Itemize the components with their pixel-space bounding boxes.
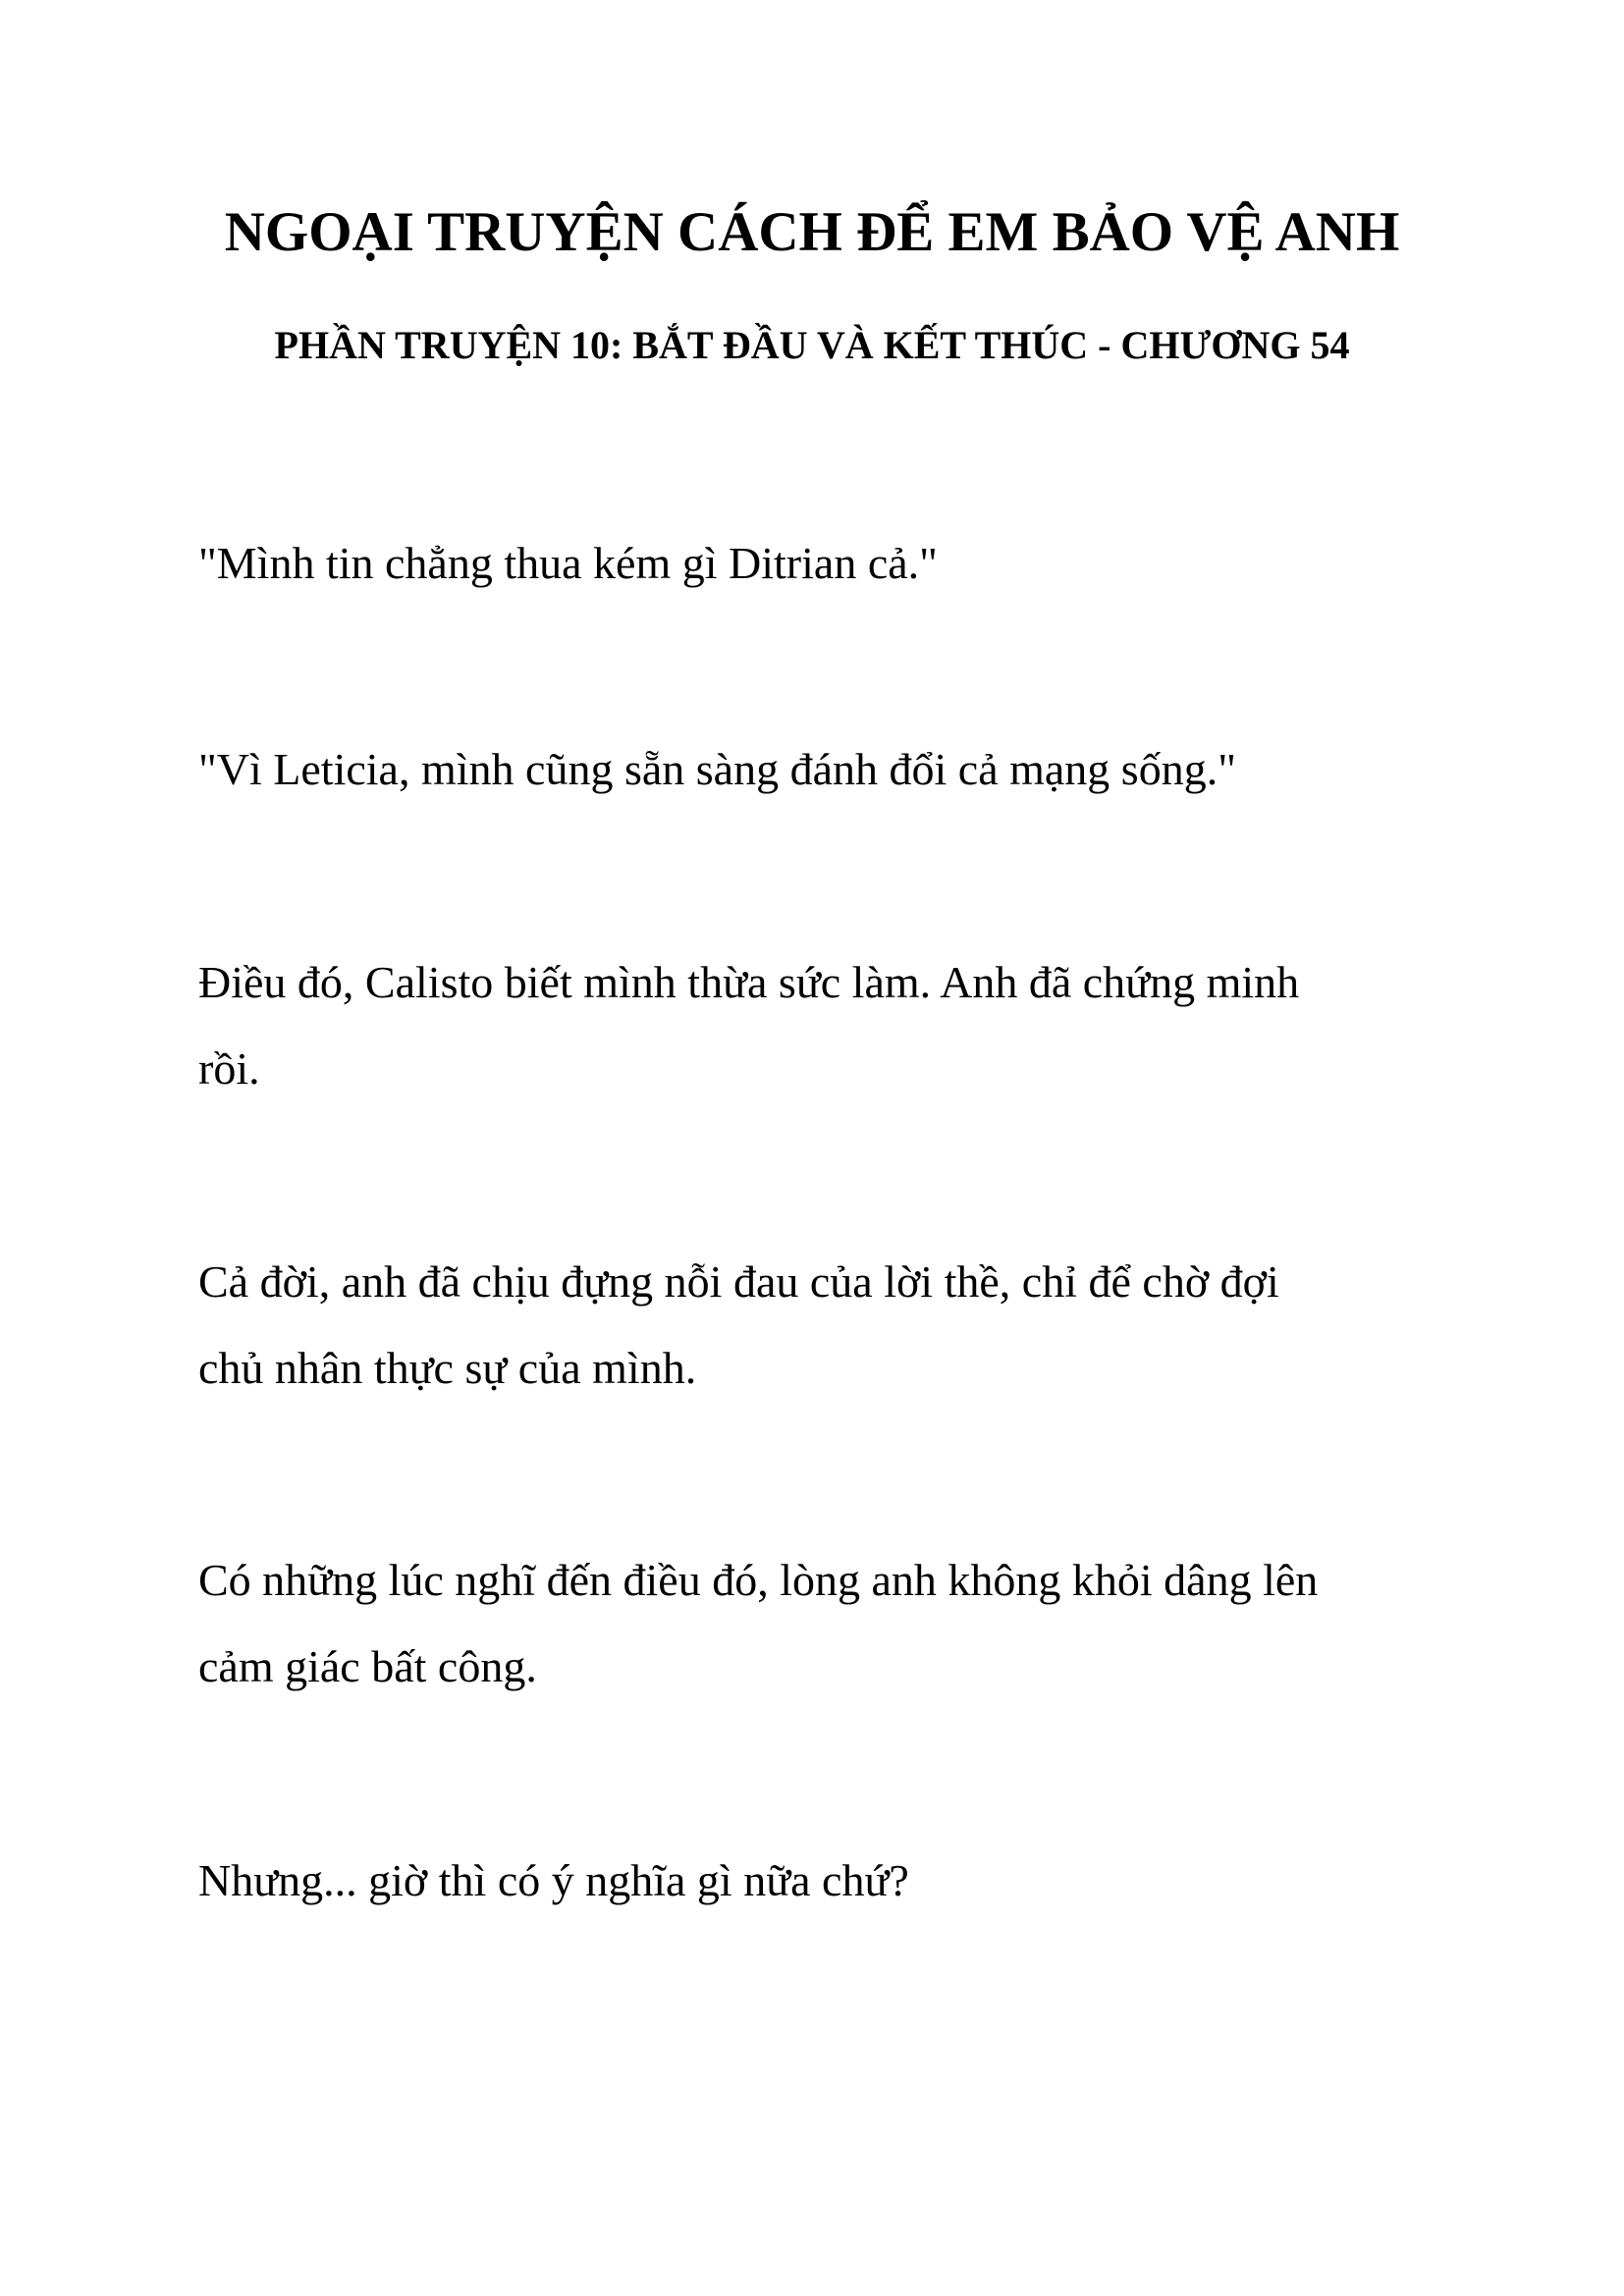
paragraph-line: cảm giác bất công. bbox=[198, 1641, 537, 1691]
document-title: NGOẠI TRUYỆN CÁCH ĐỂ EM BẢO VỆ ANH bbox=[224, 201, 1400, 263]
paragraph-line: Nhưng... giờ thì có ý nghĩa gì nữa chứ? bbox=[198, 1855, 909, 1905]
paragraph-2 bbox=[198, 726, 1475, 813]
paragraph-6 bbox=[198, 1838, 1475, 1924]
paragraph-3 bbox=[198, 939, 1475, 1112]
paragraph-line: Điều đó, Calisto biết mình thừa sức làm. Anh đã chứng minh bbox=[198, 957, 1300, 1007]
paragraph-line: Cả đời, anh đã chịu đựng nỗi đau của lời thề, chỉ để chờ đợi bbox=[198, 1256, 1279, 1307]
paragraph-line: "Mình tin chẳng thua kém gì Ditrian cả." bbox=[198, 538, 938, 588]
paragraph-line: Có những lúc nghĩ đến điều đó, lòng anh không khỏi dâng lên bbox=[198, 1555, 1319, 1605]
paragraph-line: "Vì Leticia, mình cũng sẵn sàng đánh đổi cả mạng sống." bbox=[198, 744, 1236, 794]
paragraph-4 bbox=[198, 1239, 1475, 1412]
paragraph-5 bbox=[198, 1537, 1475, 1710]
paragraph-line: chủ nhân thực sự của mình. bbox=[198, 1343, 697, 1393]
paragraph-line: rồi. bbox=[198, 1043, 260, 1094]
paragraph-1 bbox=[198, 520, 1475, 607]
chapter-subtitle: PHẦN TRUYỆN 10: BẮT ĐẦU VÀ KẾT THÚC - CHƯƠNG 54 bbox=[274, 323, 1350, 367]
